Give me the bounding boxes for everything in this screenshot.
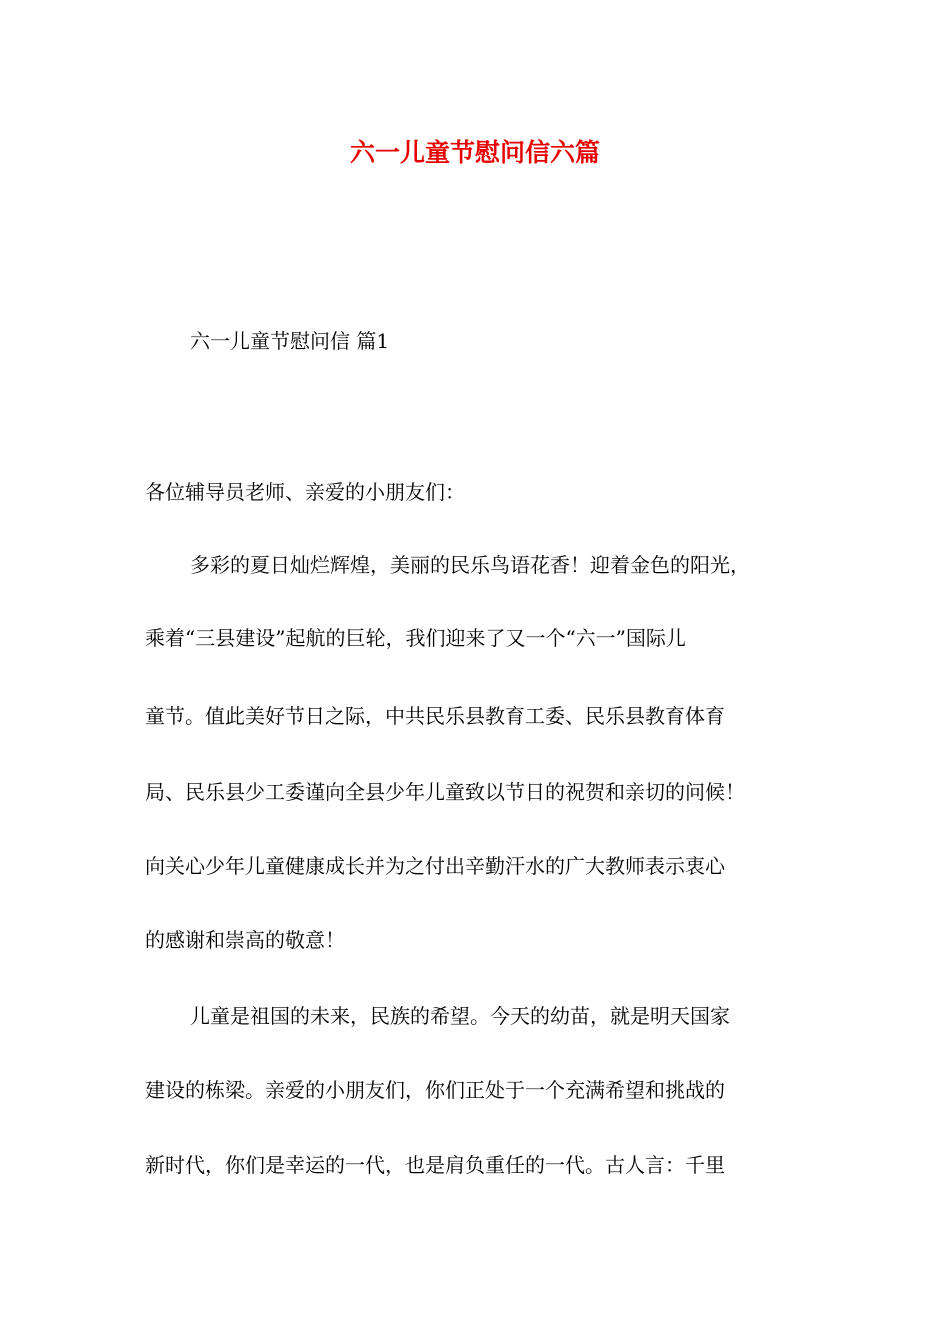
body-line: 局、民乐县少工委谨向全县少年儿童致以节日的祝贺和亲切的问候！ bbox=[145, 780, 745, 804]
body-line: 的感谢和崇高的敬意！ bbox=[145, 928, 345, 952]
body-line: 新时代，你们是幸运的一代，也是肩负重任的一代。古人言：千里 bbox=[145, 1153, 725, 1177]
body-line: 乘着“三县建设”起航的巨轮，我们迎来了又一个“六一”国际儿 bbox=[145, 626, 686, 650]
body-line: 儿童是祖国的未来，民族的希望。今天的幼苗，就是明天国家 bbox=[190, 1004, 730, 1028]
body-line: 童节。值此美好节日之际，中共民乐县教育工委、民乐县教育体育 bbox=[145, 704, 725, 728]
body-line: 建设的栋梁。亲爱的小朋友们，你们正处于一个充满希望和挑战的 bbox=[145, 1078, 725, 1102]
body-line: 多彩的夏日灿烂辉煌，美丽的民乐鸟语花香！迎着金色的阳光， bbox=[190, 553, 750, 577]
body-line: 向关心少年儿童健康成长并为之付出辛勤汗水的广大教师表示衷心 bbox=[145, 854, 725, 878]
document-title: 六一儿童节慰问信六篇 bbox=[349, 138, 600, 167]
section-heading: 六一儿童节慰问信 篇1 bbox=[190, 329, 390, 353]
salutation: 各位辅导员老师、亲爱的小朋友们： bbox=[145, 480, 465, 504]
